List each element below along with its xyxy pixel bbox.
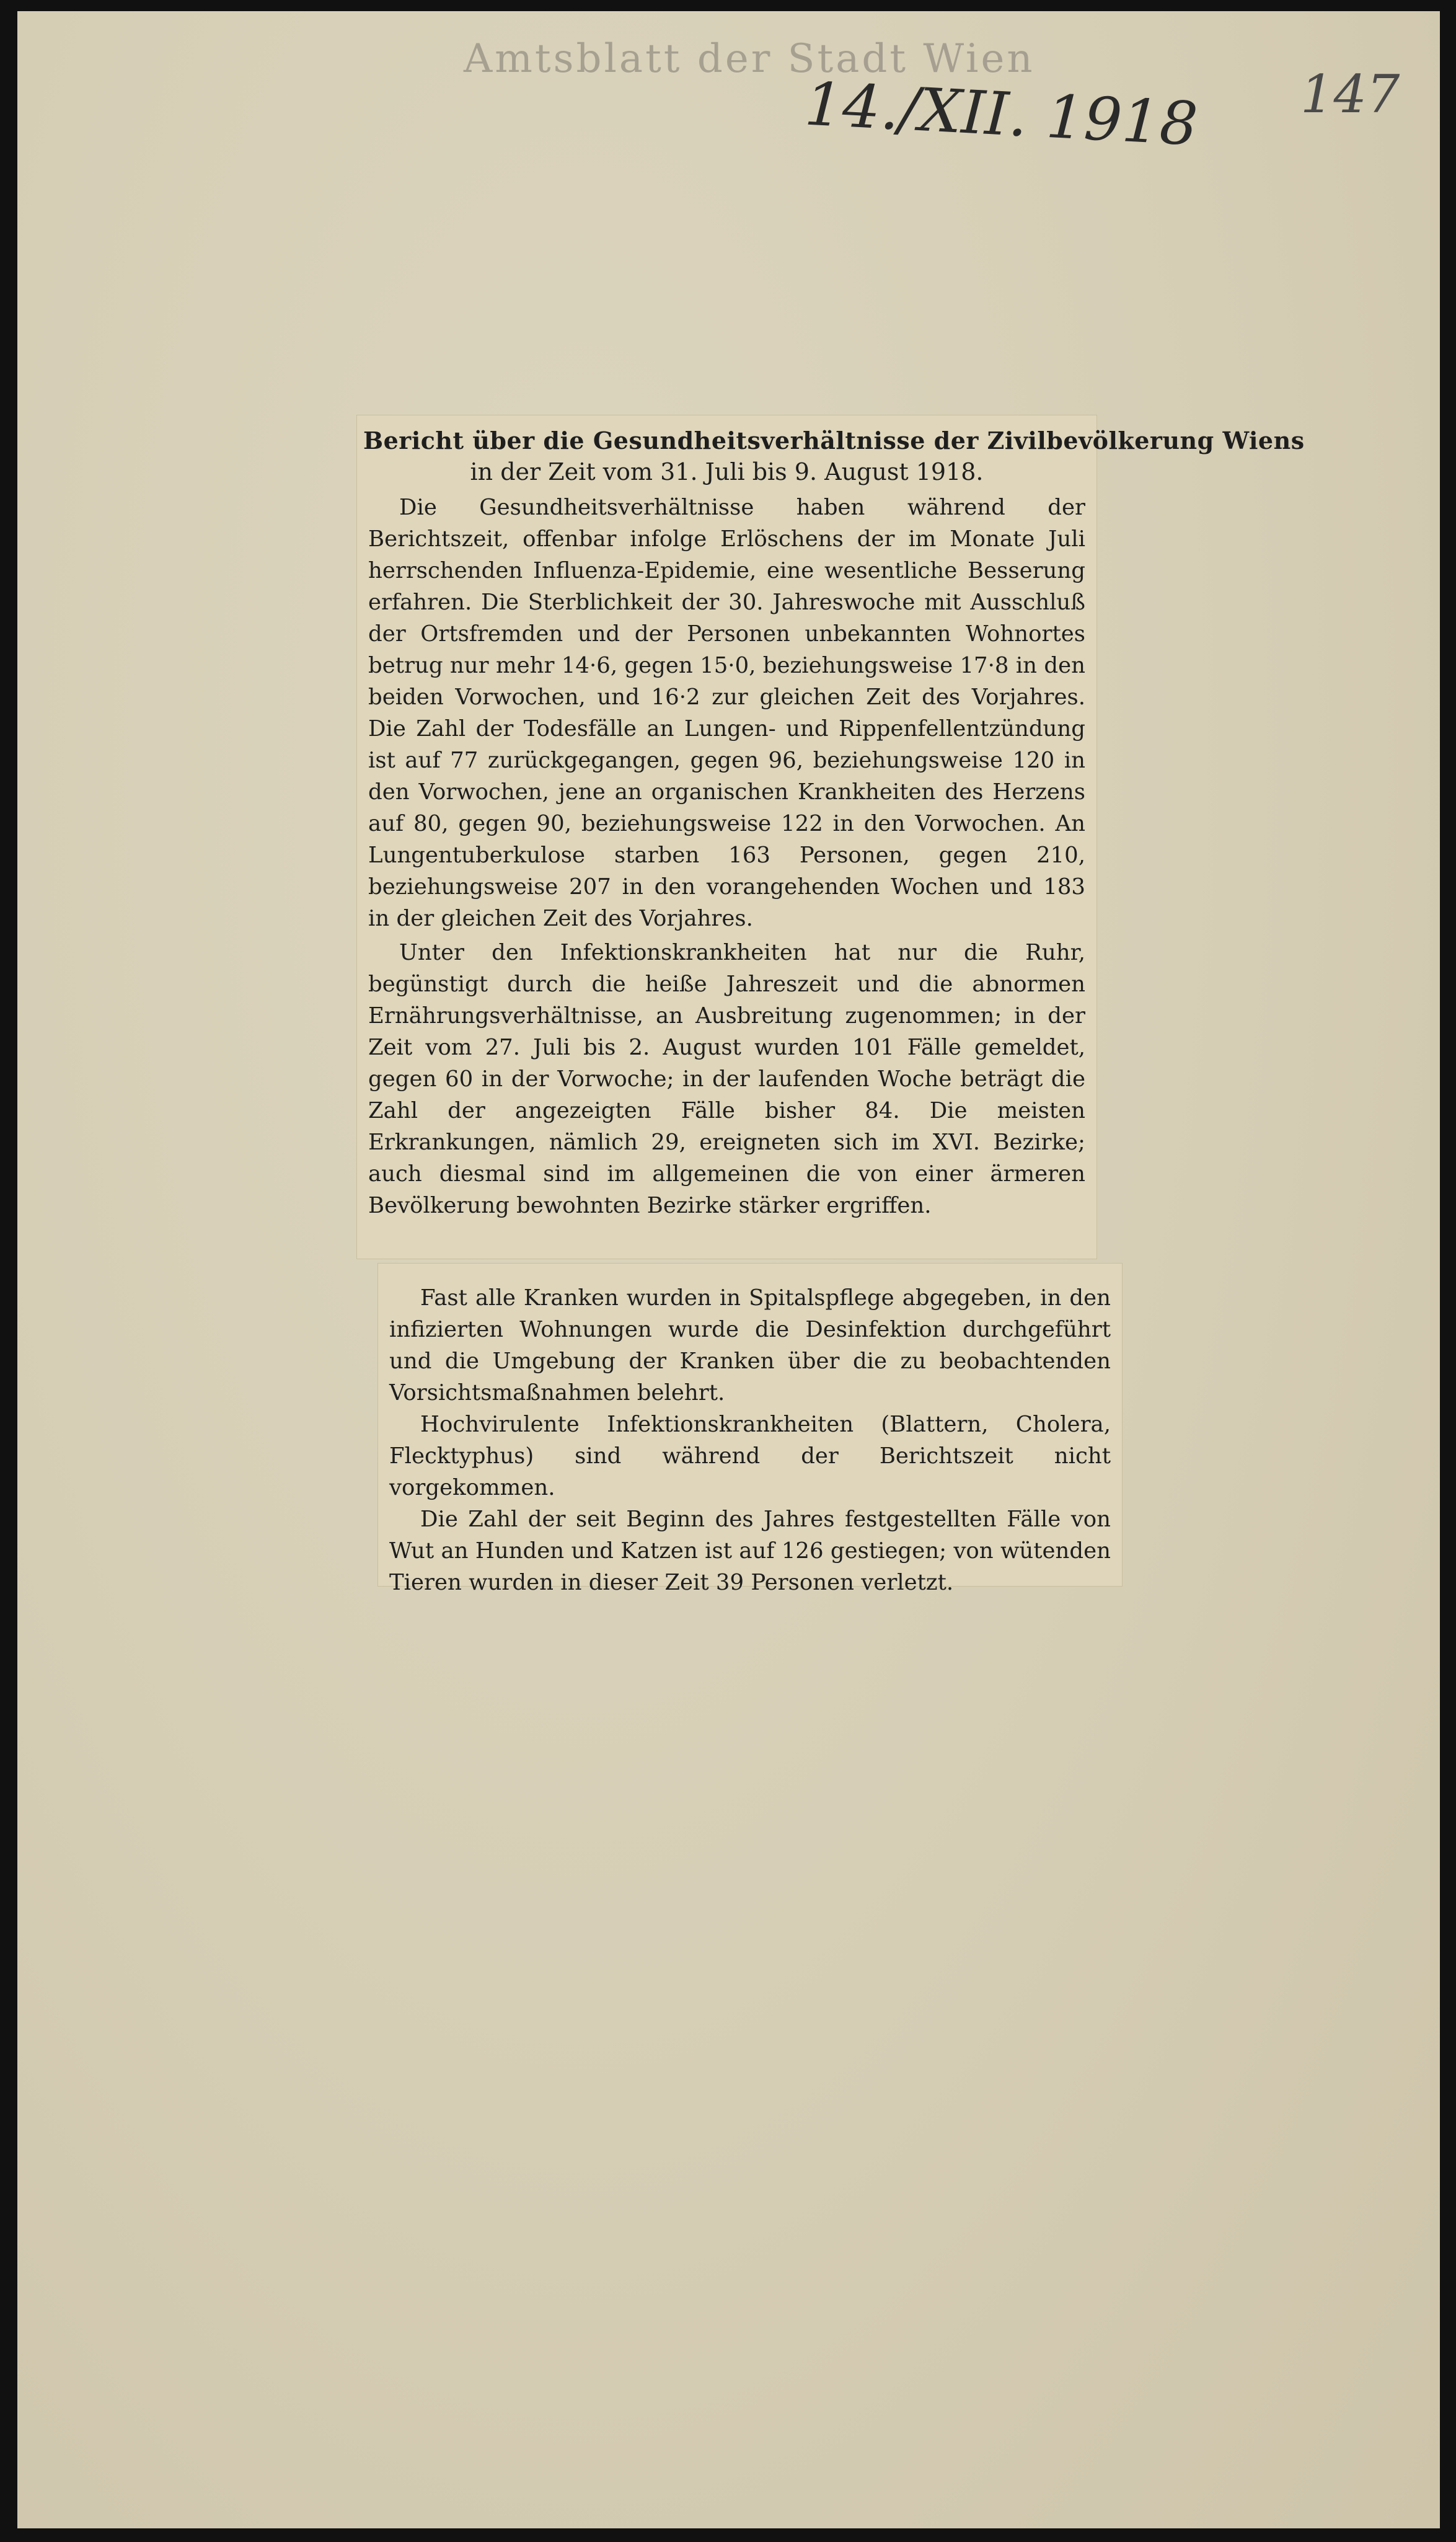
handwritten-date: 14./XII. 1918	[803, 69, 1200, 159]
article-paragraph: Hochvirulente Infektionskrankheiten (Blattern, Cholera, Flecktyphus) sind während der Berichtszeit nicht vorgekommen.	[389, 1412, 1111, 1500]
publication-stamp: Amtsblatt der Stadt Wien	[464, 36, 1035, 82]
article-paragraph: Die Gesundheitsverhältnisse haben während der Berichtszeit, offenbar infolge Erlöschens der im Monate Juli herrschenden Influenza-Epidemie, eine wesentliche Besserung erfahren. Die Sterblichkeit der 30. Jahreswoche mit Ausschluß der Ortsfremden und der Personen unbekannten Wohnortes betrug nur mehr 14·6, gegen 15·0, beziehungsweise 17·8 in den beiden Vorwochen, und 16·2 zur gleichen Zeit des Vorjahres. Die Zahl der Todesfälle an Lungen- und Rippenfellentzündung ist auf 77 zurückgegangen, gegen 96, beziehungsweise 120 in den Vorwochen, jene an organischen Krankheiten des Herzens auf 80, gegen 90, beziehungsweise 122 in den Vorwochen. An Lungentuberkulose starben 163 Personen, gegen 210, beziehungsweise 207 in den vorangehenden Wochen und 183 in der gleichen Zeit des Vorjahres.	[368, 495, 1085, 931]
article-subtitle: in der Zeit vom 31. Juli bis 9. August 1918.	[470, 458, 984, 485]
newspaper-clipping-part-1	[357, 415, 1305, 1259]
handwritten-page-number: 147	[1300, 64, 1400, 125]
article-paragraph: Die Zahl der seit Beginn des Jahres festgestellten Fälle von Wut an Hunden und Katzen ist auf 126 gestiegen; von wütenden Tieren wurden in dieser Zeit 39 Personen verletzt.	[389, 1507, 1111, 1595]
article-title: Bericht über die Gesundheitsverhältnisse der Zivilbevölkerung Wiens	[363, 427, 1305, 454]
article-paragraph: Fast alle Kranken wurden in Spitalspflege abgegeben, in den infizierten Wohnungen wurde die Desinfektion durchgeführt und die Umgebung der Kranken über die zu beobachtenden Vorsichtsmaßnahmen belehrt.	[389, 1285, 1111, 1406]
newspaper-clipping-part-2	[378, 1264, 1122, 1595]
article-paragraph: Unter den Infektionskrankheiten hat nur die Ruhr, begünstigt durch die heiße Jahreszeit und die abnormen Ernährungsverhältnisse, an Ausbreitung zugenommen; in der Zeit vom 27. Juli bis 2. August wurden 101 Fälle gemeldet, gegen 60 in der Vorwoche; in der laufenden Woche beträgt die Zahl der angezeigten Fälle bisher 84. Die meisten Erkrankungen, nämlich 29, ereigneten sich im XVI. Bezirke; auch diesmal sind im allgemeinen die von einer ärmeren Bevölkerung bewohnten Bezirke stärker ergriffen.	[368, 940, 1085, 1218]
archive-sheet	[17, 11, 1440, 2528]
